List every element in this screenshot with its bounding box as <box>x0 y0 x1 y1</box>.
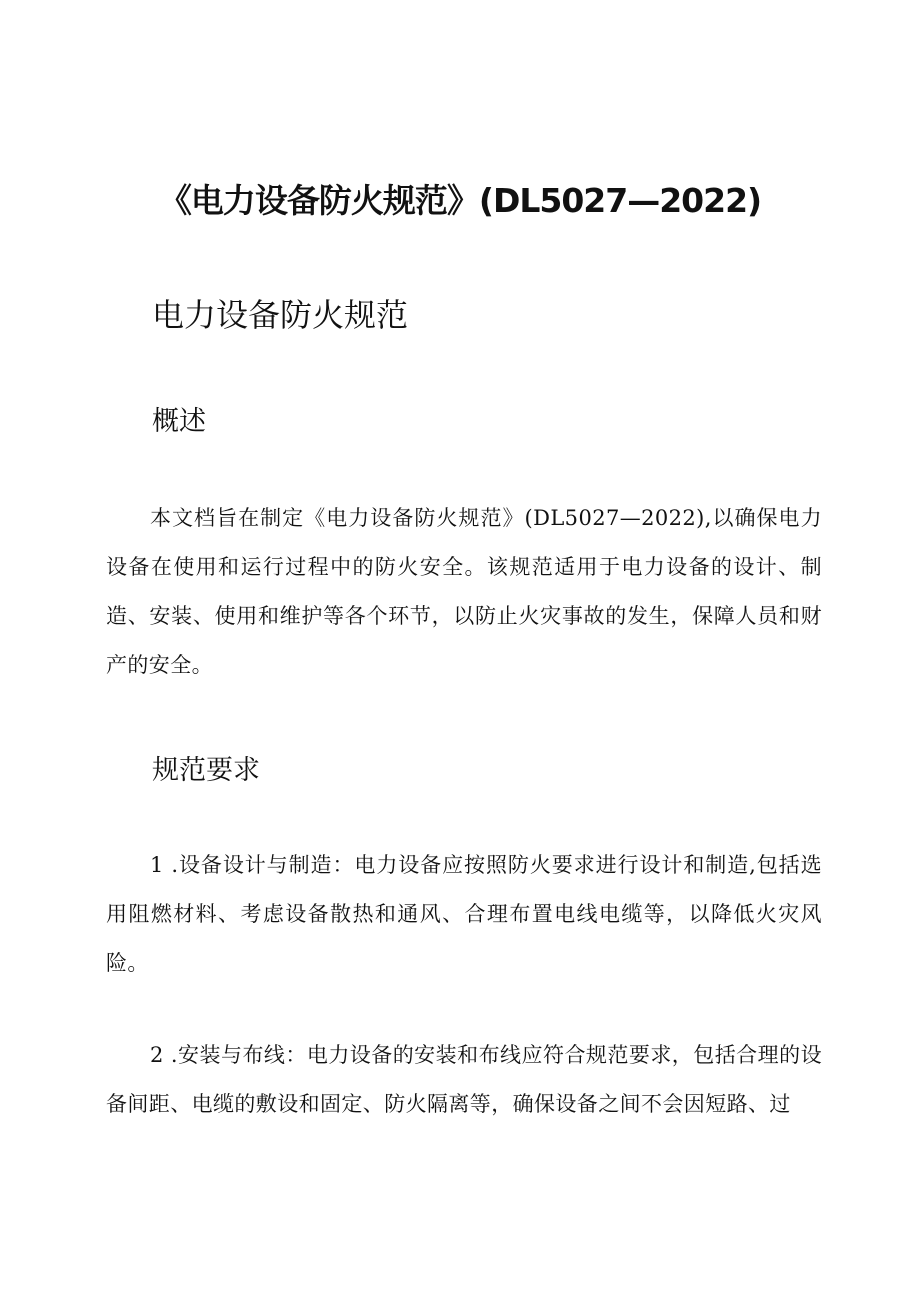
requirement-paragraph-1: 1 .设备设计与制造：电力设备应按照防火要求进行设计和制造,包括选用阻燃材料、考虑设备散热和通风、合理布置电线电缆等，以降低火灾风险。 <box>106 853 822 975</box>
document-title: 《电力设备防火规范》(DL5027—2022) <box>158 181 762 220</box>
requirement-paragraph-2: 2 .安装与布线：电力设备的安装和布线应符合规范要求，包括合理的设备间距、电缆的敷设和固定、防火隔离等，确保设备之间不会因短路、过 <box>106 1043 822 1116</box>
document-subtitle: 电力设备防火规范 <box>152 296 409 334</box>
section-heading-requirements: 规范要求 <box>152 755 260 786</box>
overview-paragraph: 本文档旨在制定《电力设备防火规范》(DL5027—2022),以确保电力设备在使用和运行过程中的防火安全。该规范适用于电力设备的设计、制造、安装、使用和维护等各个环节，以防止火灾事故的发生，保障人员和财产的安全。 <box>106 506 822 677</box>
section-heading-overview: 概述 <box>152 406 206 437</box>
